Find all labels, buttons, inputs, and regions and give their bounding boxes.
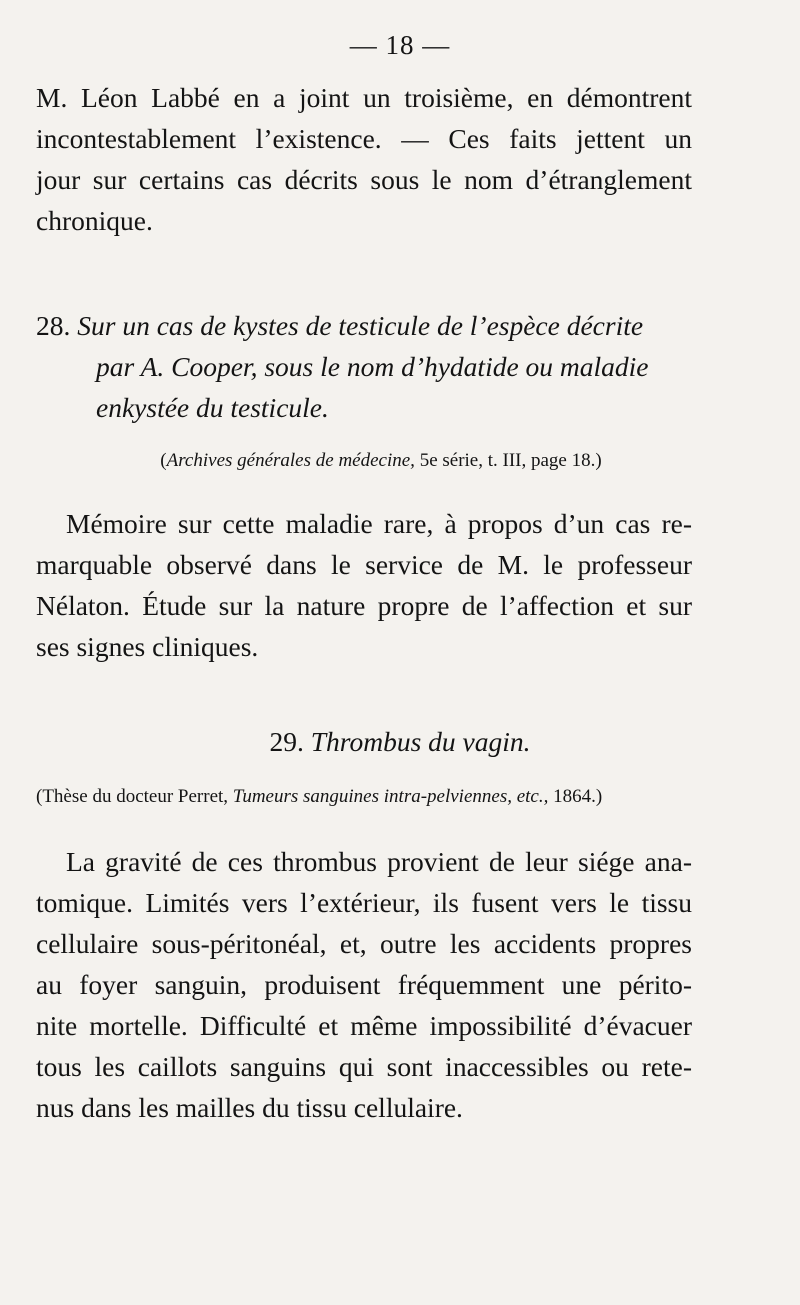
- entry-title: Thrombus du vagin.: [310, 726, 531, 757]
- text-line: La gravité de ces thrombus provient de leur siége ana-: [66, 846, 692, 877]
- text-line: tous les caillots sanguins qui sont inaccessibles ou rete-: [36, 1051, 692, 1082]
- entry-title-line: enkystée du testicule.: [96, 392, 329, 423]
- text-line: M. Léon Labbé en a joint un troisième, en démontrent: [36, 82, 692, 113]
- paragraph-29: [36, 841, 692, 1128]
- entry-number: 29.: [269, 726, 304, 757]
- entry-number: 28.: [36, 310, 71, 341]
- source-details: 5e série, t. III, page 18.): [414, 450, 602, 471]
- text-line: nite mortelle. Difficulté et même impossibilité d’évacuer: [36, 1010, 692, 1041]
- text-line: chronique.: [36, 205, 153, 236]
- paragraph-28: [36, 503, 692, 667]
- entry-29-source: (Thèse du docteur Perret, Tumeurs sanguines intra-pelviennes, etc., 1864.): [36, 786, 603, 807]
- source-journal: Archives générales de médecine,: [166, 450, 415, 471]
- entry-title-line: Sur un cas de kystes de testicule de l’espèce décrite: [77, 310, 644, 341]
- paragraph-intro: [36, 77, 692, 241]
- text-line: cellulaire sous-péritonéal, et, outre les accidents propres: [36, 928, 692, 959]
- entry-29-heading: [0, 726, 800, 758]
- page-number: — 18 —: [349, 30, 451, 60]
- entry-28-heading: [36, 305, 692, 428]
- text-line: incontestablement l’existence. — Ces faits jettent un: [36, 123, 692, 154]
- text-line: tomique. Limités vers l’extérieur, ils fusent vers le tissu: [36, 887, 692, 918]
- entry-28-source: (Archives générales de médecine, 5e série, t. III, page 18.): [160, 450, 602, 471]
- text-line: au foyer sanguin, produisent fréquemment une périto-: [36, 969, 692, 1000]
- text-line: marquable observé dans le service de M. le professeur: [36, 549, 692, 580]
- text-line: nus dans les mailles du tissu cellulaire.: [36, 1092, 463, 1123]
- text-line: ses signes cliniques.: [36, 631, 259, 662]
- entry-title-line: par A. Cooper, sous le nom d’hydatide ou maladie: [96, 351, 649, 382]
- text-line: Mémoire sur cette maladie rare, à propos d’un cas re-: [66, 508, 692, 539]
- text-line: jour sur certains cas décrits sous le nom d’étranglement: [36, 164, 692, 195]
- text-line: Nélaton. Étude sur la nature propre de l’affection et sur: [36, 590, 692, 621]
- source-title: Tumeurs sanguines intra-pelviennes, etc.,: [232, 786, 549, 807]
